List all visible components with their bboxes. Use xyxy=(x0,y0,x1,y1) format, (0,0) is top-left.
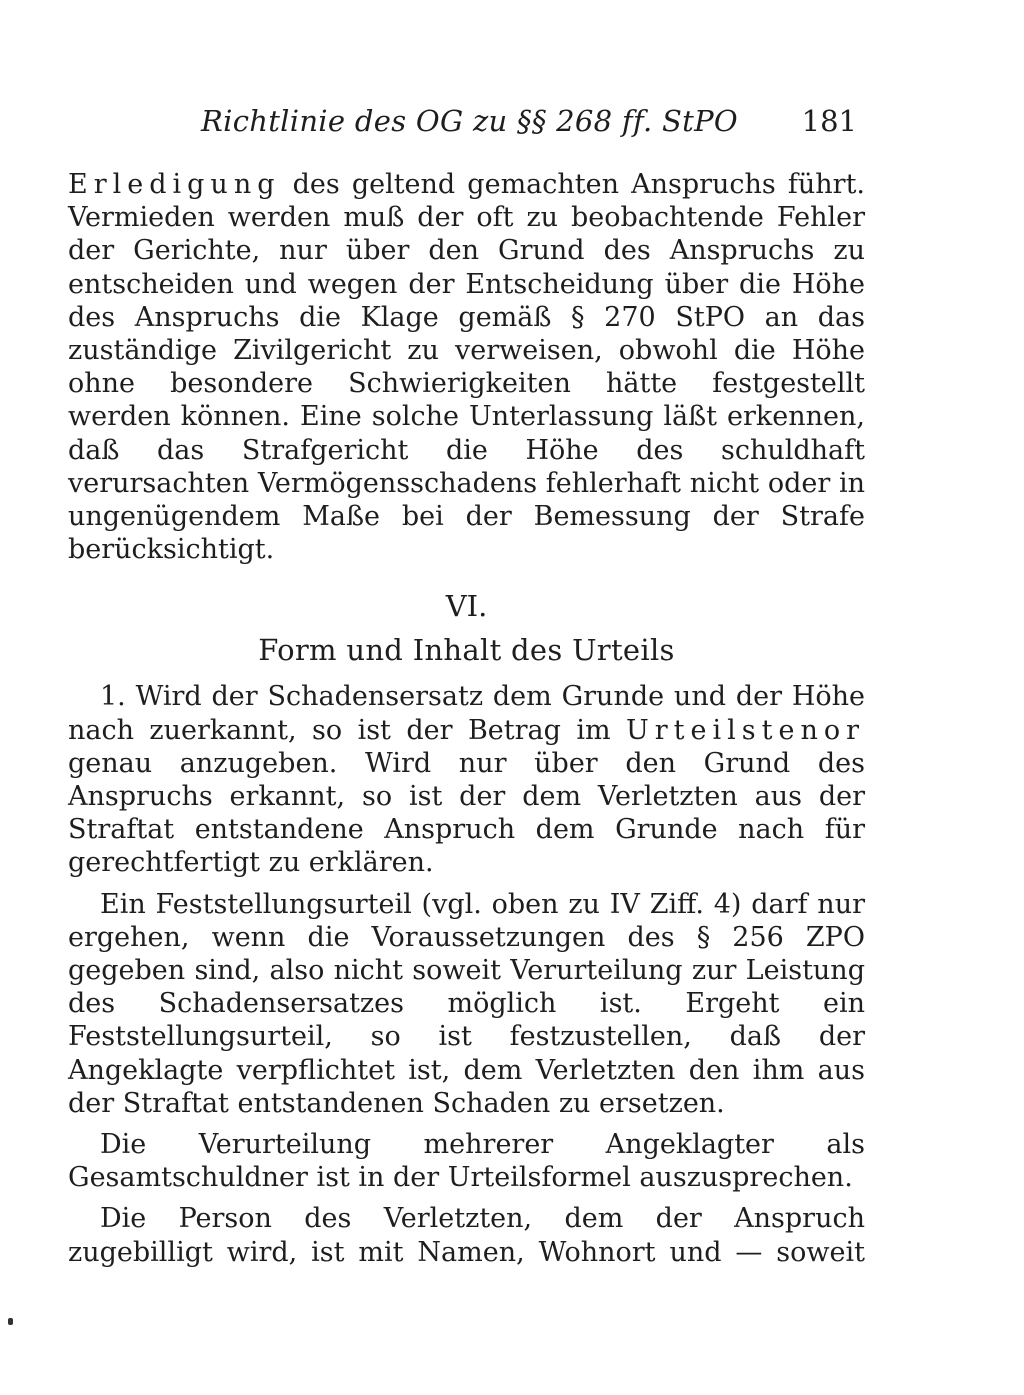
book-page xyxy=(68,100,865,1269)
paragraph-2-end: genau anzugeben. Wird nur über den Grund des Anspruchs erkannt, so ist der dem Verletzten aus der Straftat entstandene Anspruch dem Grunde nach für gerechtfertigt zu erklären. xyxy=(68,747,865,879)
paragraph-1 xyxy=(68,168,865,566)
running-head xyxy=(68,100,865,146)
margin-mark xyxy=(8,1318,13,1325)
page-number: 181 xyxy=(801,104,857,138)
paragraph-4: Die Verurteilung mehrerer Angeklagter als Gesamtschuldner ist in der Urteilsformel auszusprechen. xyxy=(68,1129,865,1194)
paragraph-2 xyxy=(68,680,865,879)
paragraph-1-text: des geltend gemachten Anspruchs führt. Vermieden werden muß der oft zu beobachtende Fehler der Gerichte, nur über den Grund des Anspruchs zu entscheiden und wegen der Entscheidung über die Höhe des Anspruchs die Klage gemäß § 270 StPO an das zuständige Zivilgericht zu verweisen, obwohl die Höhe ohne besondere Schwierigkeiten hätte festgestellt werden können. Eine solche Unterlassung läßt erkennen, daß das Strafgericht die Höhe des schuldhaft verursachten Vermögensschadens fehlerhaft nicht oder in ungenügendem Maße bei der Bemessung der Strafe berücksichtigt. xyxy=(68,169,865,566)
paragraph-5: Die Person des Verletzten, dem der Anspruch zugebilligt wird, ist mit Namen, Wohnort und — soweit xyxy=(68,1203,865,1268)
paragraph-2-start: 1. Wird der Schadensersatz dem Grunde und der Höhe nach zuerkannt, so ist der Betrag im xyxy=(68,681,865,746)
section-title: Form und Inhalt des Urteils xyxy=(258,633,675,668)
emphasized-word: Urteilstenor xyxy=(626,714,865,746)
running-title: Richtlinie des OG zu §§ 268 ff. StPO xyxy=(201,104,738,138)
emphasized-word: Erledigung xyxy=(68,169,281,200)
paragraph-3: Ein Feststellungsurteil (vgl. oben zu IV Ziff. 4) darf nur ergehen, wenn die Voraussetzungen des § 256 ZPO gegeben sind, also nicht soweit Verurteilung zur Leistung des Schadensersatzes möglich ist. Ergeht ein Feststellungsurteil, so ist festzustellen, daß der Angeklagte verpflichtet ist, dem Verletzten den ihm aus der Straftat entstandenen Schaden zu ersetzen. xyxy=(68,888,865,1119)
section-number: VI. xyxy=(445,589,488,624)
